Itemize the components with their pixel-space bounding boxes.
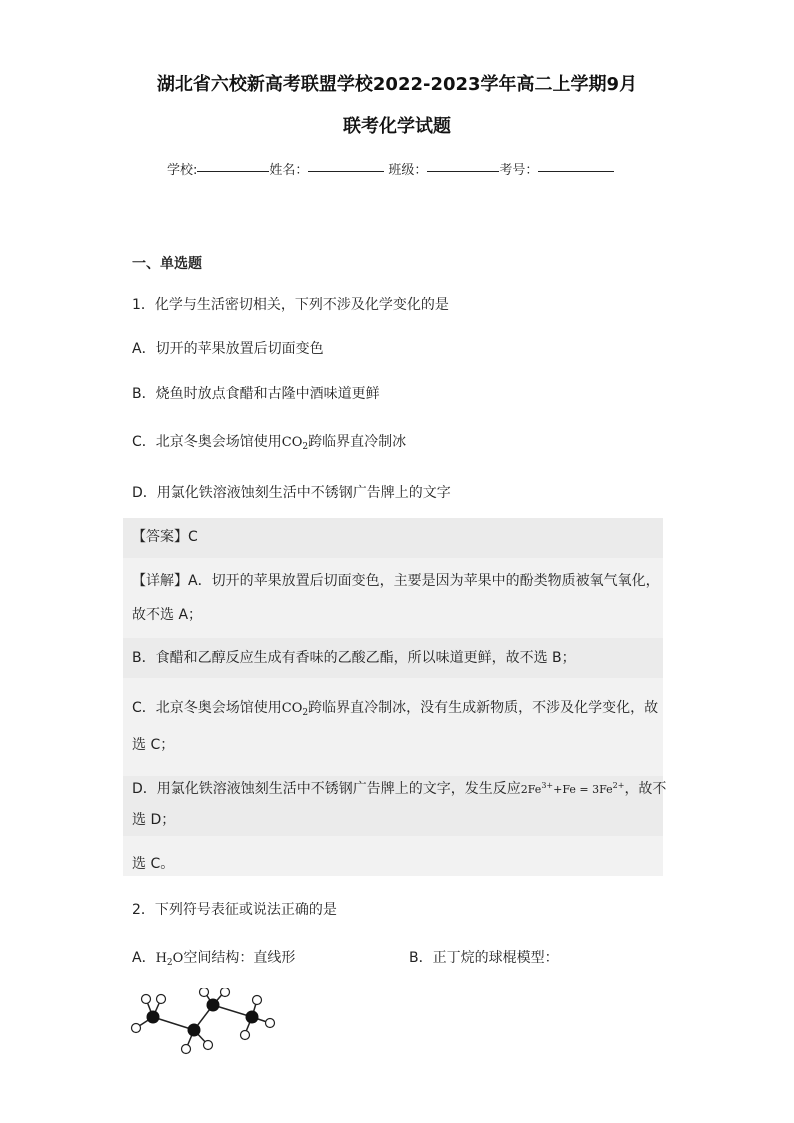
school-label: 学校:: [167, 163, 198, 178]
butane-ball-stick-model: [128, 988, 278, 1058]
q1-detail-line2: 故不选 A；: [132, 607, 203, 623]
h2o-formula: $H_2O$: [155, 951, 184, 968]
q1-option-c: C．北京冬奥会场馆使用$CO_2$跨临界直冷制冰: [132, 434, 407, 452]
co2-formula: $CO_2$: [281, 435, 309, 452]
q1-option-d: D．用氯化铁溶液蚀刻生活中不锈钢广告牌上的文字: [132, 485, 451, 501]
q2-option-b: B．正丁烷的球棍模型：: [409, 950, 559, 966]
exam-no-blank[interactable]: [538, 170, 614, 172]
name-blank[interactable]: [308, 170, 384, 172]
q1-detail-line3: B．食醋和乙醇反应生成有香味的乙酸乙酯，所以味道更鲜，故不选 B；: [132, 650, 576, 666]
class-label: 班级：: [388, 163, 428, 178]
name-label: 姓名：: [269, 163, 309, 178]
q1-answer: 【答案】C: [132, 529, 198, 545]
q1-detail-line6: D．用氯化铁溶液蚀刻生活中不锈钢广告牌上的文字，发生反应$2Fe^{3+}+Fe = 3Fe^{2+}$，故不: [132, 781, 667, 797]
q1-detail-line5: 选 C；: [132, 737, 175, 753]
q1-option-b: B．烧鱼时放点食醋和古隆中酒味道更鲜: [132, 386, 380, 402]
q1-stem: 1．化学与生活密切相关，下列不涉及化学变化的是: [132, 297, 449, 313]
exam-title-line1: 湖北省六校新高考联盟学校2022-2023学年高二上学期9月: [156, 74, 638, 95]
school-blank[interactable]: [197, 170, 269, 172]
q1-detail-line1: 【详解】A．切开的苹果放置后切面变色，主要是因为苹果中的酚类物质被氧气氧化，: [132, 573, 660, 589]
q1-detail-line7: 选 D；: [132, 812, 176, 828]
reaction-equation: $2Fe^{3+}+Fe = 3Fe^{2+}$: [520, 781, 625, 796]
co2-formula: $CO_2$: [281, 701, 309, 718]
exam-title-line2: 联考化学试题: [343, 116, 451, 137]
student-info-row: [167, 159, 614, 178]
section-title: 一、单选题: [132, 256, 202, 272]
exam-no-label: 考号：: [499, 163, 539, 178]
q2-stem: 2．下列符号表征或说法正确的是: [132, 902, 337, 918]
q2-option-a: A．$H_2O$空间结构：直线形: [132, 950, 296, 968]
q1-detail-line8: 选 C。: [132, 856, 175, 872]
class-blank[interactable]: [427, 170, 499, 172]
q1-option-a: A．切开的苹果放置后切面变色: [132, 341, 324, 357]
q1-detail-line4: C．北京冬奥会场馆使用$CO_2$跨临界直冷制冰，没有生成新物质，不涉及化学变化，故: [132, 700, 659, 718]
